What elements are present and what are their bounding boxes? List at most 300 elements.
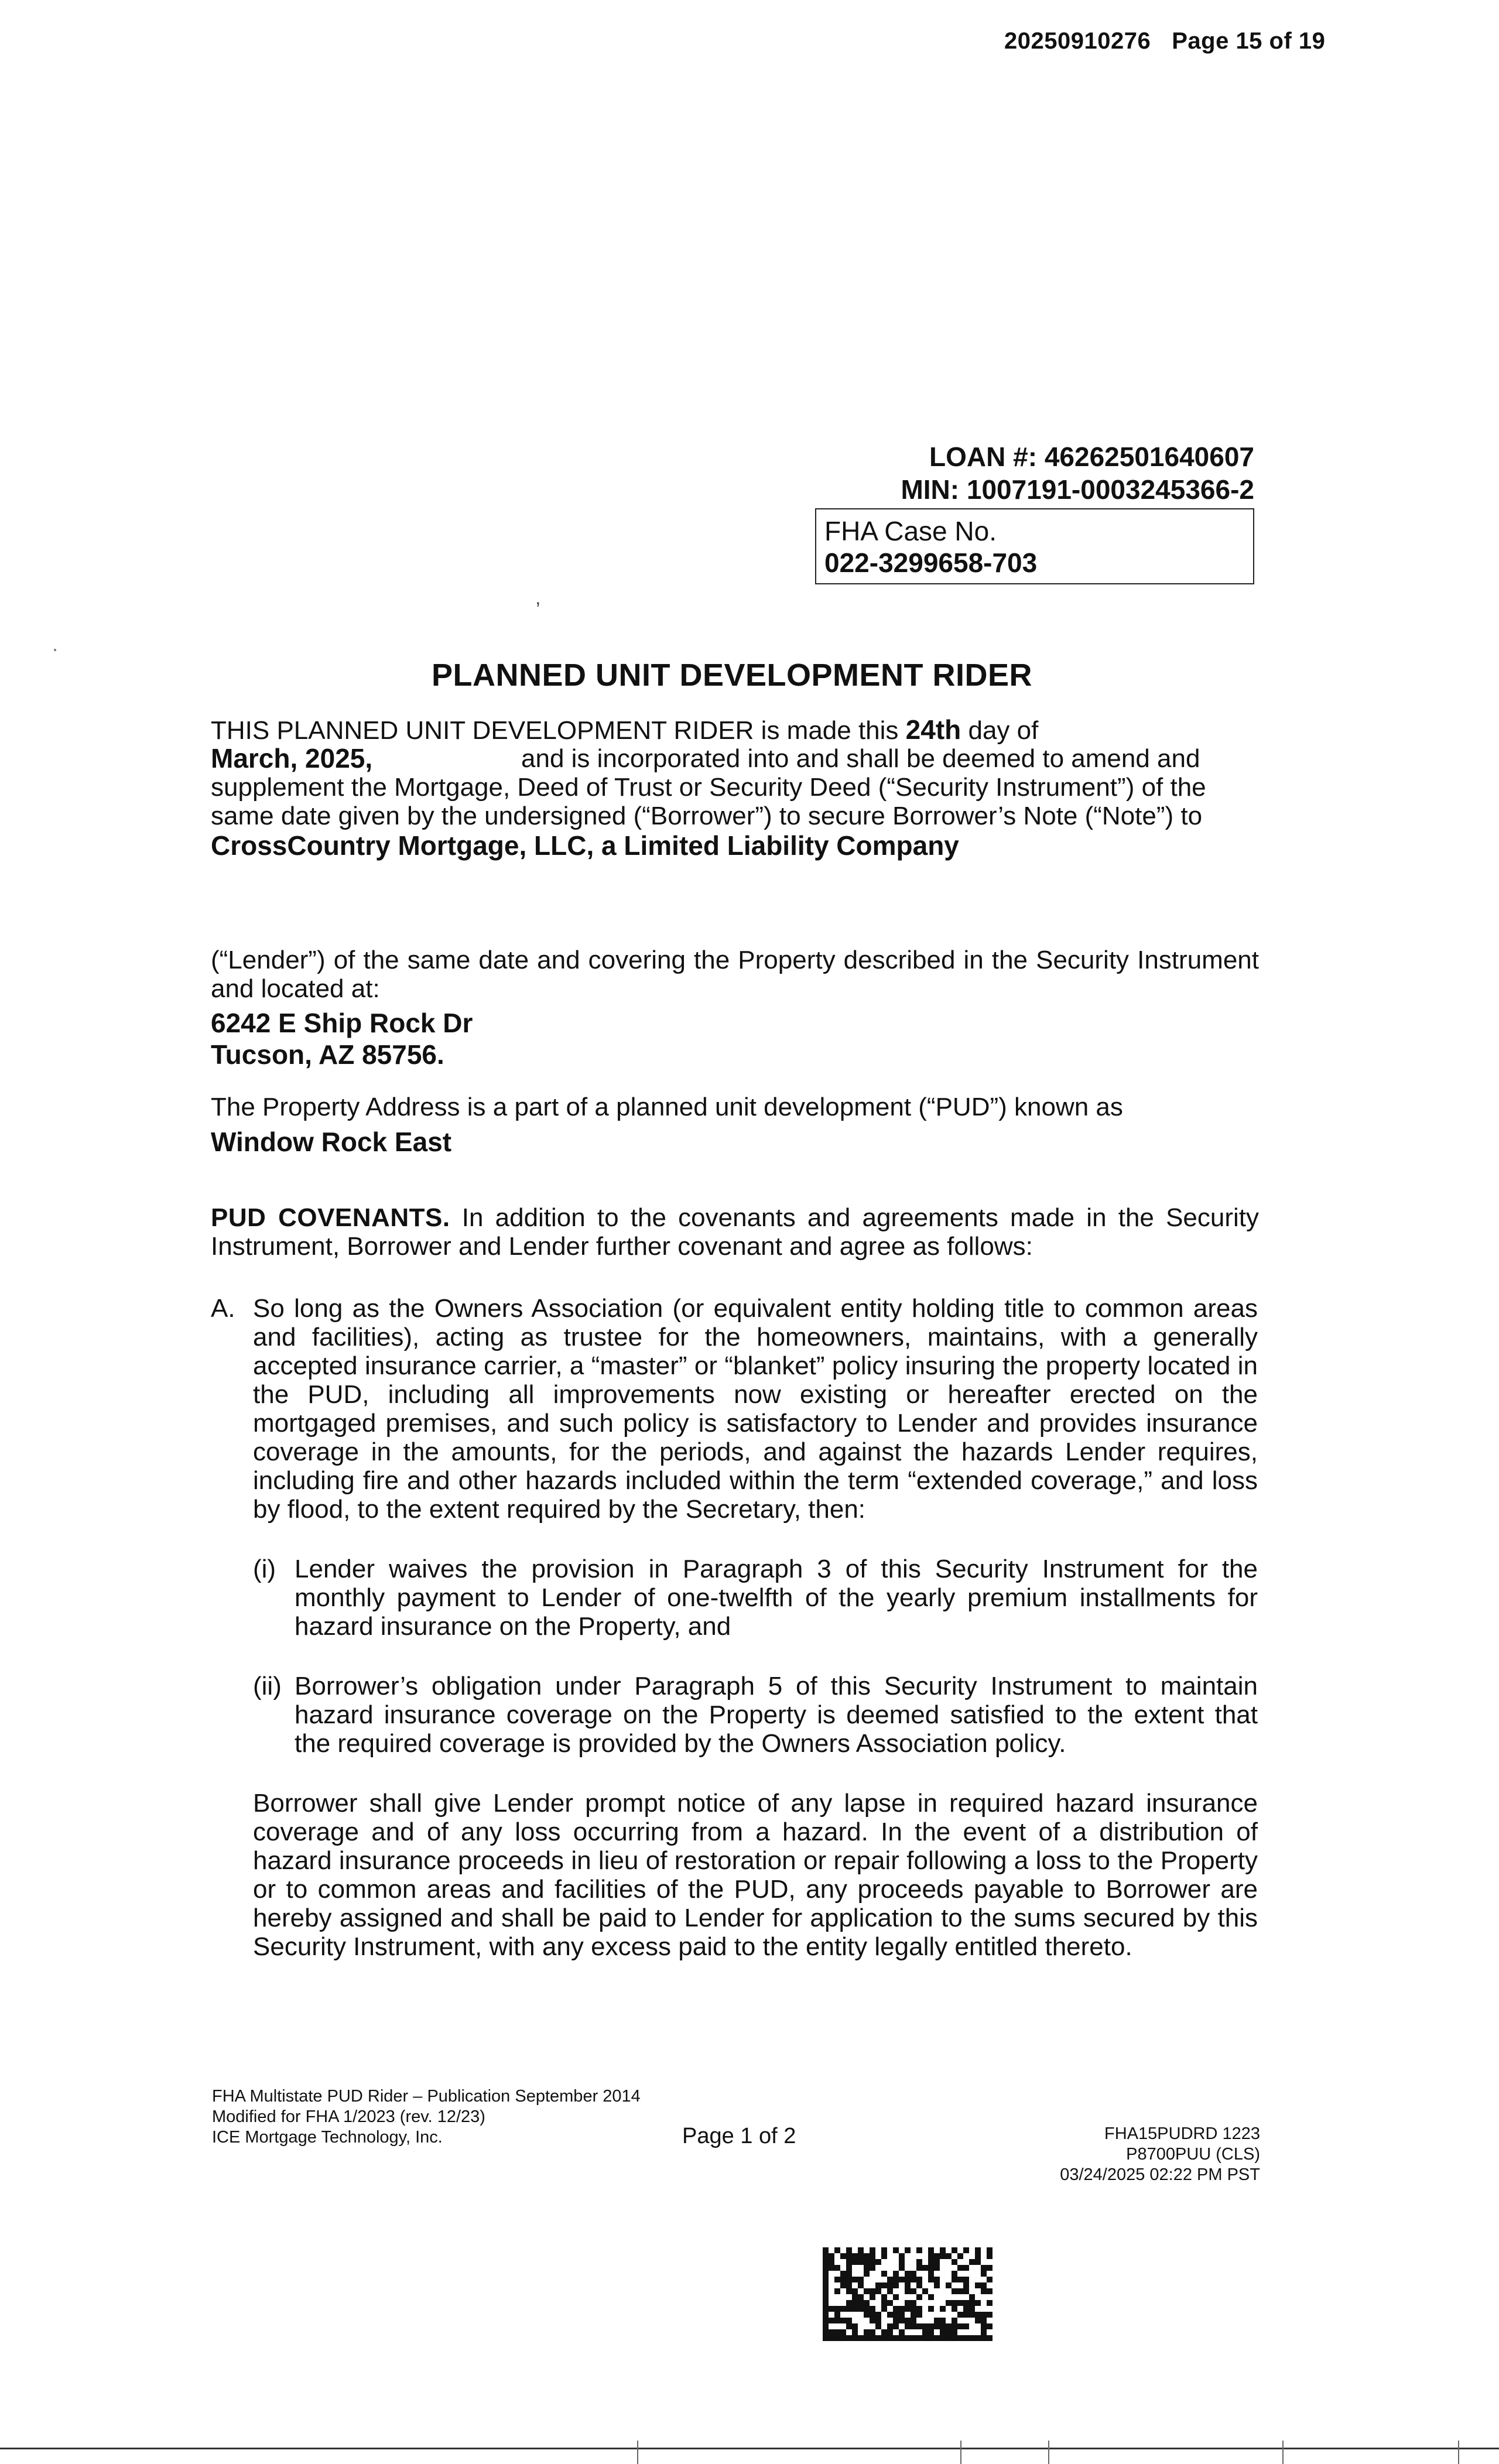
barcode-module (846, 2335, 852, 2341)
barcode-module (952, 2318, 957, 2323)
barcode-module (905, 2271, 911, 2277)
barcode-module (911, 2335, 916, 2341)
barcode-module (963, 2323, 969, 2329)
barcode-module (823, 2247, 829, 2253)
barcode-module (975, 2247, 981, 2253)
barcode-module (881, 2300, 887, 2306)
barcode-module (829, 2265, 834, 2271)
barcode-module (981, 2282, 987, 2288)
barcode-module (893, 2277, 899, 2282)
barcode-module (899, 2277, 905, 2282)
barcode-module (922, 2329, 928, 2335)
barcode-module (829, 2318, 834, 2323)
barcode-module (823, 2306, 829, 2312)
sub-item-ii-label: (ii) (253, 1672, 282, 1700)
barcode-module (946, 2329, 952, 2335)
barcode-module (893, 2312, 899, 2318)
barcode-module (852, 2306, 858, 2312)
barcode-module (957, 2265, 963, 2271)
barcode-module (916, 2323, 922, 2329)
barcode-module (975, 2253, 981, 2259)
barcode-module (846, 2306, 852, 2312)
barcode-module (952, 2329, 957, 2335)
2d-barcode-icon (823, 2247, 993, 2341)
barcode-module (823, 2318, 829, 2323)
pud-name: Window Rock East (211, 1127, 452, 1157)
barcode-module (922, 2265, 928, 2271)
barcode-module (823, 2271, 829, 2277)
barcode-module (870, 2259, 875, 2265)
barcode-module (893, 2282, 899, 2288)
barcode-module (975, 2300, 981, 2306)
barcode-module (905, 2300, 911, 2306)
barcode-module (829, 2259, 834, 2265)
barcode-module (899, 2312, 905, 2318)
barcode-module (858, 2259, 864, 2265)
barcode-module (893, 2271, 899, 2277)
barcode-module (963, 2335, 969, 2341)
barcode-module (887, 2323, 893, 2329)
intro-line-2 (211, 744, 372, 774)
barcode-module (840, 2335, 846, 2341)
barcode-module (840, 2277, 846, 2282)
barcode-module (981, 2312, 987, 2318)
barcode-module (840, 2318, 846, 2323)
barcode-module (864, 2300, 870, 2306)
barcode-module (887, 2335, 893, 2341)
barcode-module (887, 2277, 893, 2282)
barcode-module (840, 2306, 846, 2312)
barcode-module (846, 2253, 852, 2259)
barcode-module (870, 2335, 875, 2341)
barcode-module (963, 2288, 969, 2294)
barcode-module (852, 2253, 858, 2259)
barcode-module (829, 2253, 834, 2259)
barcode-module (823, 2282, 829, 2288)
barcode-module (975, 2312, 981, 2318)
barcode-module (987, 2312, 993, 2318)
barcode-module (858, 2277, 864, 2282)
loan-info (901, 440, 1254, 506)
barcode-module (858, 2253, 864, 2259)
barcode-module (829, 2329, 834, 2335)
barcode-module (893, 2294, 899, 2300)
pud-covenants-text: In addition to the covenants and agreements made in the Security Instrument, Borrower and Lender further covenant and agree as follows: (211, 1203, 1260, 1261)
barcode-module (946, 2282, 952, 2288)
barcode-module (864, 2259, 870, 2265)
barcode-module (916, 2312, 922, 2318)
barcode-module (823, 2288, 829, 2294)
footer-page-number: Page 1 of 2 (682, 2124, 796, 2148)
barcode-module (893, 2335, 899, 2341)
barcode-module (940, 2253, 946, 2259)
barcode-module (987, 2253, 993, 2259)
barcode-module (864, 2271, 870, 2277)
barcode-module (981, 2288, 987, 2294)
barcode-module (864, 2288, 870, 2294)
bottom-tick (1458, 2441, 1459, 2464)
footer-form-info: FHA Multistate PUD Rider – Publication September 2014 Modified for FHA 1/2023 (rev. 12/23) ICE Mortgage Technology, Inc. (212, 2087, 641, 2147)
intro-line-2-rest: and is incorporated into and shall be deemed to amend and (521, 744, 1200, 773)
barcode-module (934, 2335, 940, 2341)
barcode-module (899, 2329, 905, 2335)
barcode-module (928, 2306, 934, 2312)
barcode-module (934, 2265, 940, 2271)
barcode-module (963, 2247, 969, 2253)
barcode-module (905, 2282, 911, 2288)
barcode-module (834, 2247, 840, 2253)
fha-case-label: FHA Case No. (824, 516, 997, 546)
barcode-module (858, 2247, 864, 2253)
barcode-module (957, 2288, 963, 2294)
barcode-module (916, 2306, 922, 2312)
barcode-module (870, 2306, 875, 2312)
intro-line-4: same date given by the undersigned (“Borrower”) to secure Borrower’s Note (“Note”) to (211, 802, 1203, 830)
barcode-module (987, 2288, 993, 2294)
barcode-module (957, 2253, 963, 2259)
barcode-module (840, 2329, 846, 2335)
barcode-module (928, 2253, 934, 2259)
barcode-module (887, 2300, 893, 2306)
barcode-module (829, 2335, 834, 2341)
barcode-module (905, 2318, 911, 2323)
barcode-module (881, 2247, 887, 2253)
barcode-module (987, 2247, 993, 2253)
barcode-module (911, 2318, 916, 2323)
recording-page-label: Page 15 of 19 (1172, 28, 1326, 54)
barcode-module (887, 2312, 893, 2318)
item-a-text: So long as the Owners Association (or equivalent entity holding title to common areas and facilities), acting as trustee for the homeowners, maintains, with a generally accepted insurance carrier, a “master” or “blanket” policy insuring the property located in the PUD, including all improvements now existing or hereafter erected on the mortgaged premises, and such policy is satisfactory to Lender and provides insurance coverage in the amounts, for the periods, and against the hazards Lender requires, including fire and other hazards included within the term “extended coverage,” and loss by flood, to the extent required by the Secretary, then: (253, 1294, 1258, 1524)
barcode-module (928, 2335, 934, 2341)
item-a-label: A. (211, 1294, 235, 1323)
barcode-module (899, 2259, 905, 2265)
barcode-module (893, 2323, 899, 2329)
barcode-module (852, 2300, 858, 2306)
barcode-module (916, 2294, 922, 2300)
barcode-module (870, 2318, 875, 2323)
barcode-module (834, 2329, 840, 2335)
barcode-module (922, 2335, 928, 2341)
barcode-module (852, 2294, 858, 2300)
barcode-module (823, 2277, 829, 2282)
barcode-module (870, 2294, 875, 2300)
barcode-module (981, 2323, 987, 2329)
barcode-module (881, 2306, 887, 2312)
barcode-module (881, 2329, 887, 2335)
page-title: PLANNED UNIT DEVELOPMENT RIDER (431, 658, 1033, 693)
barcode-module (934, 2282, 940, 2288)
pud-covenants-paragraph (211, 1203, 1259, 1261)
loan-number: LOAN #: 46262501640607 (929, 442, 1254, 472)
barcode-module (916, 2282, 922, 2288)
barcode-module (870, 2265, 875, 2271)
barcode-module (940, 2335, 946, 2341)
address-city: Tucson, AZ 85756. (211, 1039, 444, 1070)
barcode-module (952, 2288, 957, 2294)
barcode-module (899, 2318, 905, 2323)
barcode-module (940, 2323, 946, 2329)
document-number: 20250910276 (1004, 28, 1151, 54)
barcode-module (905, 2277, 911, 2282)
barcode-module (946, 2300, 952, 2306)
barcode-module (946, 2335, 952, 2341)
barcode-module (899, 2253, 905, 2259)
barcode-module (957, 2323, 963, 2329)
barcode-module (834, 2306, 840, 2312)
barcode-module (893, 2306, 899, 2312)
barcode-module (969, 2335, 975, 2341)
barcode-module (916, 2259, 922, 2265)
barcode-module (864, 2312, 870, 2318)
barcode-module (852, 2288, 858, 2294)
scan-dot (54, 649, 56, 651)
barcode-module (881, 2335, 887, 2341)
barcode-module (957, 2312, 963, 2318)
barcode-module (957, 2335, 963, 2341)
barcode-module (905, 2323, 911, 2329)
barcode-module (875, 2312, 881, 2318)
barcode-module (905, 2288, 911, 2294)
barcode-module (881, 2253, 887, 2259)
barcode-module (946, 2323, 952, 2329)
barcode-module (928, 2271, 934, 2277)
barcode-module (940, 2318, 946, 2323)
barcode-module (969, 2259, 975, 2265)
barcode-module (852, 2335, 858, 2341)
barcode-module (911, 2288, 916, 2294)
barcode-module (834, 2265, 840, 2271)
barcode-module (911, 2312, 916, 2318)
barcode-module (864, 2306, 870, 2312)
barcode-module (875, 2323, 881, 2329)
min-number: MIN: 1007191-0003245366-2 (901, 474, 1254, 505)
barcode-module (952, 2259, 957, 2265)
lender-name: CrossCountry Mortgage, LLC, a Limited Liability Company (211, 830, 959, 861)
barcode-module (946, 2253, 952, 2259)
barcode-module (969, 2306, 975, 2312)
barcode-module (846, 2288, 852, 2294)
barcode-module (846, 2265, 852, 2271)
barcode-module (934, 2253, 940, 2259)
barcode-module (987, 2335, 993, 2341)
barcode-module (846, 2277, 852, 2282)
barcode-module (963, 2265, 969, 2271)
barcode-module (911, 2306, 916, 2312)
barcode-module (846, 2259, 852, 2265)
barcode-module (887, 2282, 893, 2288)
barcode-module (987, 2323, 993, 2329)
barcode-module (881, 2294, 887, 2300)
bottom-tick (960, 2441, 961, 2464)
barcode-module (952, 2277, 957, 2282)
bottom-rule (0, 2448, 1499, 2449)
barcode-module (952, 2323, 957, 2329)
stray-mark: ’ (536, 598, 540, 621)
barcode-module (905, 2247, 911, 2253)
intro-line-3: supplement the Mortgage, Deed of Trust or Security Deed (“Security Instrument”) of the (211, 773, 1206, 802)
bottom-tick (637, 2441, 638, 2464)
barcode-module (870, 2253, 875, 2259)
fha-case-box (815, 508, 1254, 584)
barcode-module (975, 2318, 981, 2323)
barcode-module (957, 2277, 963, 2282)
barcode-module (887, 2288, 893, 2294)
hazard-insurance-paragraph: Borrower shall give Lender prompt notice of any lapse in required hazard insurance coverage and of any loss occurring from a hazard. In the event of a distribution of hazard insurance proceeds in lieu of restoration or repair following a loss to the Property or to common areas and facilities of the PUD, any proceeds payable to Borrower are hereby assigned and shall be paid to Lender for application to the sums secured by this Security Instrument, with any excess paid to the entity legally entitled thereto. (253, 1789, 1258, 1961)
rider-date: March, 2025, (211, 743, 373, 774)
barcode-module (870, 2288, 875, 2294)
barcode-module (899, 2265, 905, 2271)
pud-covenants-label: PUD COVENANTS. (211, 1203, 450, 1232)
barcode-module (987, 2277, 993, 2282)
barcode-module (987, 2265, 993, 2271)
barcode-module (846, 2247, 852, 2253)
barcode-module (969, 2294, 975, 2300)
barcode-module (840, 2253, 846, 2259)
barcode-module (963, 2300, 969, 2306)
barcode-module (870, 2247, 875, 2253)
barcode-module (952, 2247, 957, 2253)
barcode-module (928, 2277, 934, 2282)
barcode-module (969, 2312, 975, 2318)
barcode-module (875, 2335, 881, 2341)
barcode-module (893, 2318, 899, 2323)
barcode-module (875, 2318, 881, 2323)
barcode-module (905, 2306, 911, 2312)
barcode-module (934, 2259, 940, 2265)
barcode-module (875, 2282, 881, 2288)
barcode-module (916, 2335, 922, 2341)
barcode-module (969, 2300, 975, 2306)
barcode-module (834, 2318, 840, 2323)
barcode-module (852, 2329, 858, 2335)
barcode-module (846, 2300, 852, 2306)
barcode-module (858, 2306, 864, 2312)
fha-case-number: 022-3299658-703 (824, 547, 1038, 578)
barcode-module (858, 2300, 864, 2306)
barcode-module (823, 2294, 829, 2300)
address-street: 6242 E Ship Rock Dr (211, 1008, 473, 1038)
bottom-tick (1048, 2441, 1049, 2464)
barcode-module (916, 2247, 922, 2253)
barcode-module (975, 2335, 981, 2341)
pud-paragraph: The Property Address is a part of a planned unit development (“PUD”) known as (211, 1093, 1123, 1121)
barcode-module (928, 2329, 934, 2335)
barcode-module (981, 2335, 987, 2341)
barcode-module (911, 2277, 916, 2282)
barcode-module (963, 2306, 969, 2312)
barcode-module (834, 2277, 840, 2282)
barcode-module (840, 2271, 846, 2277)
barcode-module (846, 2318, 852, 2323)
intro-line-1: THIS PLANNED UNIT DEVELOPMENT RIDER is made this 24th day of (211, 714, 1039, 745)
bottom-tick (1282, 2441, 1284, 2464)
barcode-module (905, 2335, 911, 2341)
barcode-module (864, 2265, 870, 2271)
rider-day: 24th (905, 714, 961, 745)
barcode-module (987, 2300, 993, 2306)
barcode-module (981, 2318, 987, 2323)
barcode-module (823, 2253, 829, 2259)
sub-item-ii-text: Borrower’s obligation under Paragraph 5 of this Security Instrument to maintain hazard insurance coverage on the Property is deemed satisfied to the extent that the required coverage is provided by the Owners Association policy. (295, 1672, 1258, 1758)
barcode-module (846, 2323, 852, 2329)
barcode-module (823, 2259, 829, 2265)
barcode-module (981, 2265, 987, 2271)
barcode-module (940, 2247, 946, 2253)
barcode-module (957, 2300, 963, 2306)
barcode-module (922, 2288, 928, 2294)
barcode-module (922, 2323, 928, 2329)
barcode-module (881, 2271, 887, 2277)
barcode-module (858, 2282, 864, 2288)
sub-item-i-label: (i) (253, 1555, 276, 1583)
property-address (211, 1007, 473, 1070)
barcode-module (864, 2253, 870, 2259)
barcode-module (875, 2288, 881, 2294)
barcode-module (928, 2247, 934, 2253)
barcode-module (928, 2265, 934, 2271)
barcode-module (952, 2335, 957, 2341)
barcode-module (823, 2312, 829, 2318)
barcode-module (911, 2323, 916, 2329)
barcode-module (916, 2265, 922, 2271)
barcode-module (834, 2335, 840, 2341)
barcode-module (829, 2306, 834, 2312)
barcode-module (852, 2277, 858, 2282)
barcode-module (881, 2282, 887, 2288)
barcode-module (834, 2312, 840, 2318)
barcode-module (975, 2282, 981, 2288)
barcode-module (823, 2323, 829, 2329)
barcode-module (846, 2271, 852, 2277)
barcode-module (911, 2300, 916, 2306)
barcode-module (899, 2335, 905, 2341)
barcode-module (928, 2323, 934, 2329)
barcode-module (870, 2312, 875, 2318)
barcode-module (975, 2259, 981, 2265)
barcode-module (823, 2300, 829, 2306)
barcode-module (887, 2329, 893, 2335)
barcode-module (963, 2282, 969, 2288)
barcode-module (952, 2271, 957, 2277)
barcode-module (852, 2323, 858, 2329)
sub-item-i-text: Lender waives the provision in Paragraph 3 of this Security Instrument for the monthly payment to Lender of one-twelfth of the yearly premium installments for hazard insurance on the Property, and (295, 1555, 1258, 1641)
barcode-module (823, 2265, 829, 2271)
barcode-module (911, 2271, 916, 2277)
barcode-module (981, 2329, 987, 2335)
barcode-module (875, 2259, 881, 2265)
barcode-module (870, 2329, 875, 2335)
barcode-module (916, 2277, 922, 2282)
barcode-module (840, 2282, 846, 2288)
barcode-module (981, 2271, 987, 2277)
barcode-module (823, 2335, 829, 2341)
barcode-module (940, 2329, 946, 2335)
barcode-module (934, 2323, 940, 2329)
barcode-module (834, 2288, 840, 2294)
barcode-module (899, 2306, 905, 2312)
document-header (1004, 28, 1325, 54)
barcode-module (852, 2259, 858, 2265)
barcode-module (846, 2282, 852, 2288)
barcode-module (934, 2318, 940, 2323)
barcode-module (940, 2306, 946, 2312)
lender-paragraph: (“Lender”) of the same date and covering the Property described in the Security Instrument and located at: (211, 946, 1259, 1003)
barcode-module (893, 2247, 899, 2253)
barcode-module (963, 2312, 969, 2318)
footer-form-codes: FHA15PUDRD 1223 P8700PUU (CLS) 03/24/2025 02:22 PM PST (1060, 2124, 1260, 2184)
barcode-module (963, 2277, 969, 2282)
barcode-module (934, 2277, 940, 2282)
